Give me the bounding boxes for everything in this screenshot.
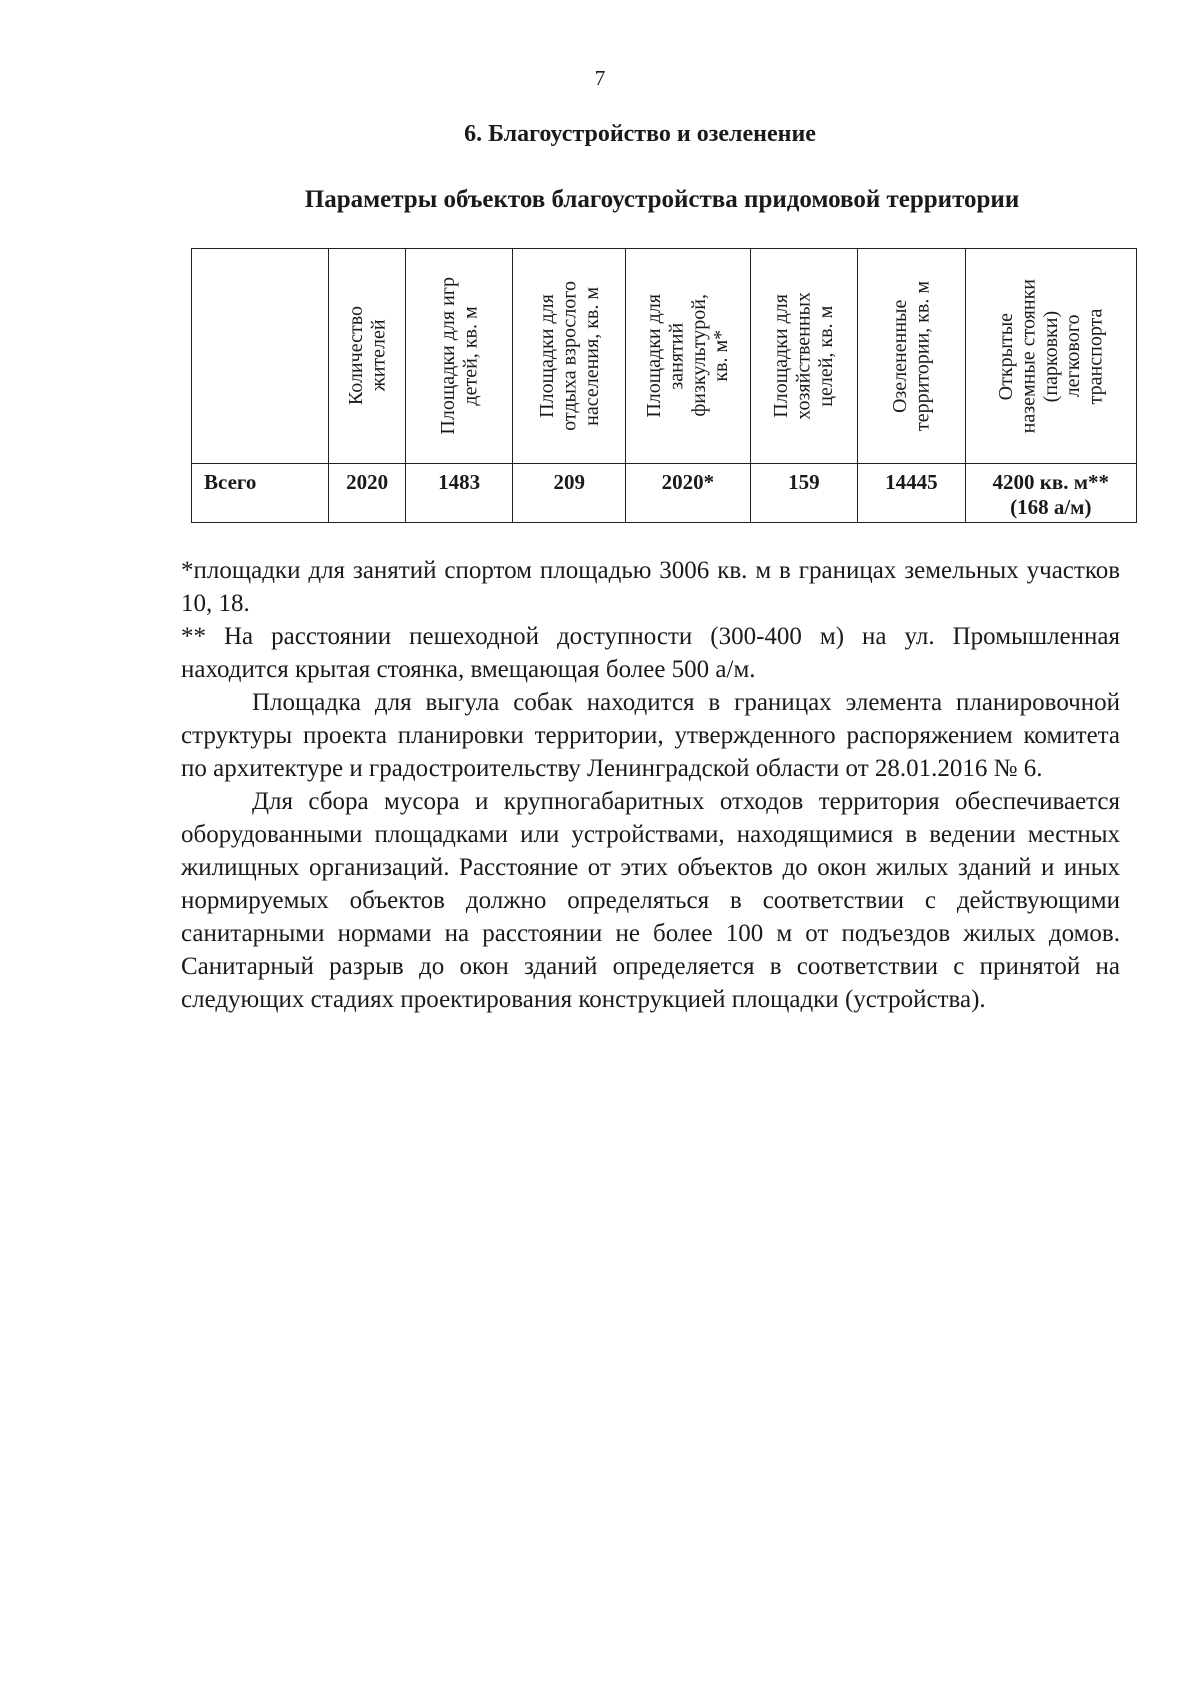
header-adult-rest-areas: Площадки для отдыха взрослого населения, кв. м <box>513 249 626 464</box>
total-residents: 2020 <box>329 464 406 523</box>
footnote-parking: ** На расстоянии пешеходной доступности (300-400 м) на ул. Промышленная находится крытая стоянка, вмещающая более 500 а/м. <box>181 623 1120 683</box>
paragraph-waste-collection: Для сбора мусора и крупногабаритных отходов территория обеспечивается оборудованными площадками или устройствами, находящимися в ведении местных жилищных организаций. Расстояние от этих объектов до окон жилых зданий и иных нормируемых объектов должно определяться в соответствии с действующими санитарными нормами на расстоянии не более 100 м от подъездов жилых домов. Санитарный разрыв до окон зданий определяется в соответствии с принятой на следующих стадиях проектирования конструкцией площадки (устройства). <box>181 788 1120 1013</box>
table-title: Параметры объектов благоустройства придомовой территории <box>304 186 1020 213</box>
total-sport-areas: 2020* <box>626 464 751 523</box>
header-green-areas: Озелененные территории, кв. м <box>858 249 965 464</box>
table-row-total <box>192 464 1137 523</box>
paragraph-dog-area: Площадка для выгула собак находится в границах элемента планировочной структуры проекта планировки территории, утвержденного распоряжением комитета по архитектуре и градостроительству Ленинградской области от 28.01.2016 № 6. <box>181 689 1120 782</box>
total-adult-rest-areas: 209 <box>513 464 626 523</box>
total-label: Всего <box>192 464 329 523</box>
header-empty-cell <box>192 249 329 464</box>
section-title: 6. Благоустройство и озеленение <box>464 121 816 147</box>
parameters-table <box>191 248 1137 523</box>
header-residents: Количество жителей <box>329 249 406 464</box>
total-parking-area: 4200 кв. м** <box>992 470 1110 494</box>
page-number: 7 <box>594 66 606 90</box>
total-green-areas: 14445 <box>858 464 965 523</box>
total-parking <box>965 464 1136 523</box>
footnote-sport-areas: *площадки для занятий спортом площадью 3006 кв. м в границах земельных участков 10, 18. <box>181 557 1120 617</box>
total-parking-cars: (168 а/м) <box>1010 495 1092 519</box>
document-body-text <box>181 554 1120 1016</box>
table-header-row <box>192 249 1137 464</box>
total-children-playgrounds: 1483 <box>405 464 512 523</box>
header-children-playgrounds: Площадки для игр детей, кв. м <box>405 249 512 464</box>
total-utility-areas: 159 <box>750 464 857 523</box>
header-utility-areas: Площадки для хозяйственных целей, кв. м <box>750 249 857 464</box>
header-sport-areas: Площадки для занятий физкультурой, кв. м* <box>626 249 751 464</box>
header-parking: Открытые наземные стоянки (парковки) легкового транспорта <box>965 249 1136 464</box>
